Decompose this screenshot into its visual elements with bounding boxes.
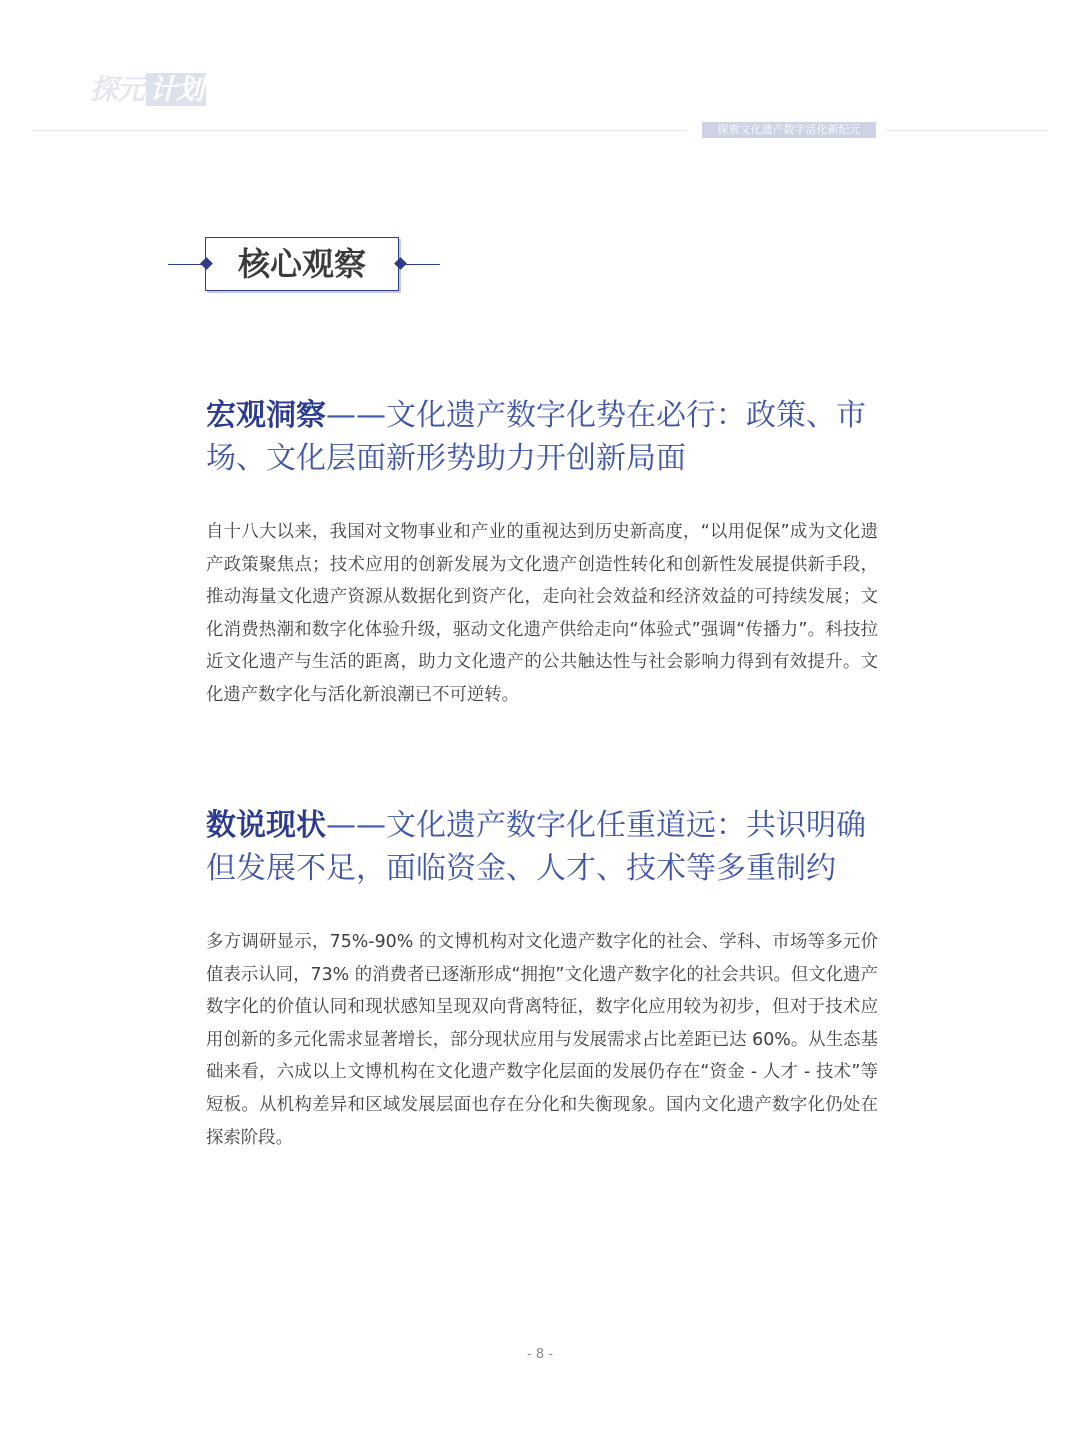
logo-accent-text: 计划 bbox=[146, 73, 206, 106]
section-heading-status bbox=[206, 804, 886, 890]
section-heading-lead: 宏观洞察 bbox=[206, 398, 326, 433]
section-heading-rest: ——文化遗产数字化任重道远：共识明确但发展不足，面临资金、人才、技术等多重制约 bbox=[206, 808, 866, 886]
header-rule-left bbox=[32, 130, 687, 131]
header-rule-right bbox=[886, 130, 1048, 131]
section-heading-rest: ——文化遗产数字化势在必行：政策、市场、文化层面新形势助力开创新局面 bbox=[206, 398, 866, 476]
section-body-status: 多方调研显示，75%-90% 的文博机构对文化遗产数字化的社会、学科、市场等多元价值表示认同，73% 的消费者已逐渐形成“拥抱”文化遗产数字化的社会共识。但文化遗产数字化的价值认同和现状感知呈现双向背离特征，数字化应用较为初步，但对于技术应用创新的多元化需求显著增长，部分现状应用与发展需求占比差距已达 60%。从生态基础来看，六成以上文博机构在文化遗产数字化层面的发展仍存在“资金 - 人才 - 技术”等短板。从机构差异和区域发展层面也存在分化和失衡现象。国内文化遗产数字化仍处在探索阶段。 bbox=[206, 932, 878, 1148]
section-badge bbox=[205, 237, 399, 291]
section-badge-title: 核心观察 bbox=[237, 245, 366, 283]
logo-main-text: 探元 bbox=[90, 73, 145, 106]
section-heading-macro bbox=[206, 394, 886, 480]
section-body-macro: 自十八大以来，我国对文物事业和产业的重视达到历史新高度，“以用促保”成为文化遗产政策聚焦点；技术应用的创新发展为文化遗产创造性转化和创新性发展提供新手段，推动海量文化遗产资源从数据化到资产化，走向社会效益和经济效益的可持续发展；文化消费热潮和数字化体验升级，驱动文化遗产供给走向“体验式”强调“传播力”。科技拉近文化遗产与生活的距离，助力文化遗产的公共触达性与社会影响力得到有效提升。文化遗产数字化与活化新浪潮已不可逆转。 bbox=[206, 522, 878, 705]
section-heading-lead: 数说现状 bbox=[206, 808, 326, 843]
header-tagline: 探索文化遗产数字活化新纪元 bbox=[702, 122, 876, 138]
logo bbox=[90, 73, 206, 106]
page-number: - 8 - bbox=[527, 1347, 553, 1362]
